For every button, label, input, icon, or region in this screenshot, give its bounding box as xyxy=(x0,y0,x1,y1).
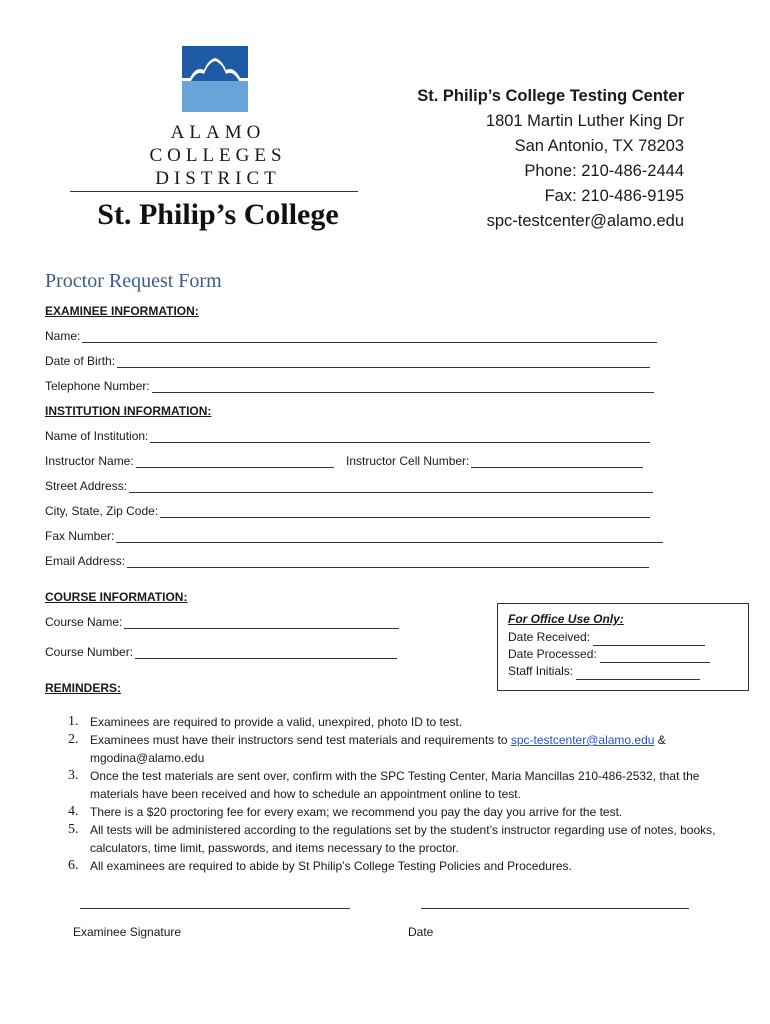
date-received-field[interactable] xyxy=(508,629,748,646)
reminder-item xyxy=(68,713,728,731)
reminder-item xyxy=(68,731,728,767)
city-state-zip-field[interactable] xyxy=(45,504,650,518)
institution-name-line[interactable] xyxy=(150,432,650,443)
reminder-text xyxy=(90,731,728,767)
date-processed-field[interactable] xyxy=(508,646,748,663)
logo-line-alamo: ALAMO xyxy=(170,122,266,143)
examinee-section-heading: EXAMINEE INFORMATION: xyxy=(45,304,199,318)
reminder-text-part: Examinees must have their instructors send test materials and requirements to xyxy=(90,733,511,747)
telephone-number-line[interactable] xyxy=(152,382,654,393)
testcenter-email-link[interactable]: spc-testcenter@alamo.edu xyxy=(510,733,655,747)
examinee-name-line[interactable] xyxy=(82,332,657,343)
reminder-number: 3. xyxy=(68,768,79,783)
examinee-name-label: Name: xyxy=(45,329,81,343)
examinee-signature-label: Examinee Signature xyxy=(73,925,182,939)
instructor-name-field[interactable] xyxy=(45,454,334,468)
signature-date-label: Date xyxy=(408,925,434,939)
contact-fax: Fax: 210-486-9195 xyxy=(544,187,684,205)
instructor-cell-line[interactable] xyxy=(471,457,643,468)
examinee-name-field[interactable] xyxy=(45,329,657,343)
instructor-name-label: Instructor Name: xyxy=(45,454,134,468)
fax-number-line[interactable] xyxy=(116,532,663,543)
email-address-label: Email Address: xyxy=(45,554,126,568)
instructor-cell-field[interactable] xyxy=(346,454,643,468)
course-number-line[interactable] xyxy=(135,648,397,659)
date-of-birth-label: Date of Birth: xyxy=(45,354,116,368)
date-received-line[interactable] xyxy=(593,635,705,646)
reminder-text: Once the test materials are sent over, confirm with the SPC Testing Center, Maria Mancillas 210-486-2532, that the materials have been received and how to schedule an appointment online to test. xyxy=(90,769,700,801)
reminder-text: All tests will be administered according to the regulations set by the student’s instructor regarding use of notes, books, calculators, time limit, passwords, and items necessary to the proctor. xyxy=(90,823,716,855)
contact-title: St. Philip’s College Testing Center xyxy=(417,87,684,105)
email-address-field[interactable] xyxy=(45,554,649,568)
reminder-item xyxy=(68,767,728,803)
form-title: Proctor Request Form xyxy=(45,270,222,292)
instructor-cell-label: Instructor Cell Number: xyxy=(346,454,470,468)
date-of-birth-line[interactable] xyxy=(117,357,650,368)
city-state-zip-line[interactable] xyxy=(160,507,650,518)
reminder-item xyxy=(68,803,728,821)
course-section-heading: COURSE INFORMATION: xyxy=(45,590,188,604)
signature-date-line[interactable] xyxy=(421,908,689,909)
course-name-line[interactable] xyxy=(124,618,399,629)
staff-initials-label: Staff Initials: xyxy=(508,664,574,678)
fax-number-label: Fax Number: xyxy=(45,529,115,543)
street-address-label: Street Address: xyxy=(45,479,128,493)
instructor-name-line[interactable] xyxy=(136,457,334,468)
date-processed-label: Date Processed: xyxy=(508,647,597,661)
logo-line-district: DISTRICT xyxy=(155,168,281,189)
reminders-heading: REMINDERS: xyxy=(45,681,122,695)
college-logo xyxy=(68,46,368,246)
contact-email: spc-testcenter@alamo.edu xyxy=(486,212,684,230)
reminder-text-part: & mgodina@alamo.edu xyxy=(90,733,666,765)
date-processed-line[interactable] xyxy=(600,652,710,663)
telephone-number-label: Telephone Number: xyxy=(45,379,150,393)
reminder-text: There is a $20 proctoring fee for every exam; we recommend you pay the day you arrive for the test. xyxy=(90,805,623,819)
contact-address-line1: 1801 Martin Luther King Dr xyxy=(485,112,684,130)
contact-address-line2: San Antonio, TX 78203 xyxy=(514,137,684,155)
logo-college-name: St. Philip’s College xyxy=(97,198,339,231)
date-received-label: Date Received: xyxy=(508,630,591,644)
logo-line-colleges: COLLEGES xyxy=(149,145,287,166)
course-number-label: Course Number: xyxy=(45,645,134,659)
date-of-birth-field[interactable] xyxy=(45,354,650,368)
office-use-box xyxy=(497,603,749,691)
reminder-number: 4. xyxy=(68,804,79,819)
contact-phone: Phone: 210-486-2444 xyxy=(524,162,684,180)
examinee-signature-line[interactable] xyxy=(80,908,350,909)
institution-name-label: Name of Institution: xyxy=(45,429,149,443)
logo-divider xyxy=(70,191,358,192)
reminders-list xyxy=(68,713,728,875)
institution-name-field[interactable] xyxy=(45,429,650,443)
reminder-text: All examinees are required to abide by St Philip’s College Testing Policies and Procedures. xyxy=(90,859,572,873)
course-name-field[interactable] xyxy=(45,615,399,629)
street-address-line[interactable] xyxy=(129,482,653,493)
testing-center-contact xyxy=(417,84,684,234)
reminder-number: 5. xyxy=(68,822,79,837)
telephone-number-field[interactable] xyxy=(45,379,654,393)
reminder-number: 2. xyxy=(68,732,79,747)
institution-section-heading: INSTITUTION INFORMATION: xyxy=(45,404,212,418)
staff-initials-line[interactable] xyxy=(576,669,700,680)
fax-number-field[interactable] xyxy=(45,529,663,543)
course-number-field[interactable] xyxy=(45,645,397,659)
staff-initials-field[interactable] xyxy=(508,663,748,680)
reminder-item xyxy=(68,821,728,857)
reminder-item xyxy=(68,857,728,875)
reminder-number: 1. xyxy=(68,714,79,729)
city-state-zip-label: City, State, Zip Code: xyxy=(45,504,159,518)
street-address-field[interactable] xyxy=(45,479,653,493)
office-use-title: For Office Use Only: xyxy=(508,612,624,626)
alamo-mission-logo-icon xyxy=(182,46,248,112)
email-address-line[interactable] xyxy=(127,557,649,568)
reminder-number: 6. xyxy=(68,858,79,873)
reminder-text: Examinees are required to provide a valid, unexpired, photo ID to test. xyxy=(90,715,463,729)
course-name-label: Course Name: xyxy=(45,615,123,629)
